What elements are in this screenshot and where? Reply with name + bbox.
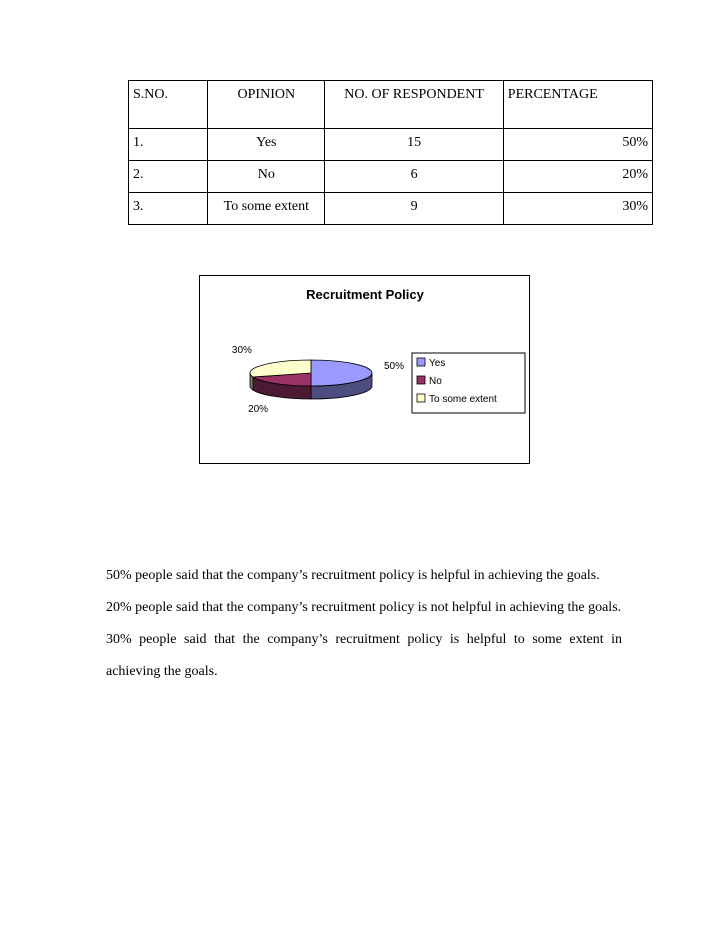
narrative-paragraph: 20% people said that the company’s recruitment policy is not helpful in achieving the goals. <box>106 600 622 615</box>
table-row <box>129 193 653 225</box>
cell-sno: 2. <box>129 161 208 193</box>
cell-opinion: Yes <box>208 129 325 161</box>
pie-chart-canvas <box>200 276 529 463</box>
pie-value-label: 20% <box>248 403 269 415</box>
cell-respondents: 6 <box>325 161 503 193</box>
cell-sno: 3. <box>129 193 208 225</box>
legend-swatch <box>417 376 425 384</box>
header-respondents: NO. OF RESPONDENT <box>325 81 503 129</box>
legend-swatch <box>417 394 425 402</box>
cell-respondents: 15 <box>325 129 503 161</box>
pie-slices <box>250 360 372 386</box>
legend <box>412 353 525 413</box>
table-row <box>129 129 653 161</box>
narrative-paragraph: 50% people said that the company’s recruitment policy is helpful in achieving the goals. <box>106 568 600 583</box>
cell-percentage: 30% <box>503 193 652 225</box>
cell-opinion: No <box>208 161 325 193</box>
pie-chart <box>199 275 530 464</box>
table-header-row <box>129 81 653 129</box>
chart-title: Recruitment Policy <box>306 287 424 302</box>
cell-percentage: 50% <box>503 129 652 161</box>
header-opinion: OPINION <box>208 81 325 129</box>
cell-percentage: 20% <box>503 161 652 193</box>
legend-swatch <box>417 358 425 366</box>
header-percentage: PERCENTAGE <box>503 81 652 129</box>
legend-label: No <box>429 376 442 387</box>
pie-value-label: 30% <box>231 345 252 357</box>
opinion-table <box>128 80 653 225</box>
cell-sno: 1. <box>129 129 208 161</box>
header-sno: S.NO. <box>129 81 208 129</box>
narrative <box>106 560 622 688</box>
narrative-paragraph: 30% people said that the company’s recruitment policy is helpful to some extent in achieving the goals. <box>106 632 622 679</box>
cell-respondents: 9 <box>325 193 503 225</box>
pie-value-label: 50% <box>384 361 405 372</box>
legend-label: To some extent <box>429 394 497 405</box>
table-row <box>129 161 653 193</box>
cell-opinion: To some extent <box>208 193 325 225</box>
legend-label: Yes <box>429 358 446 369</box>
